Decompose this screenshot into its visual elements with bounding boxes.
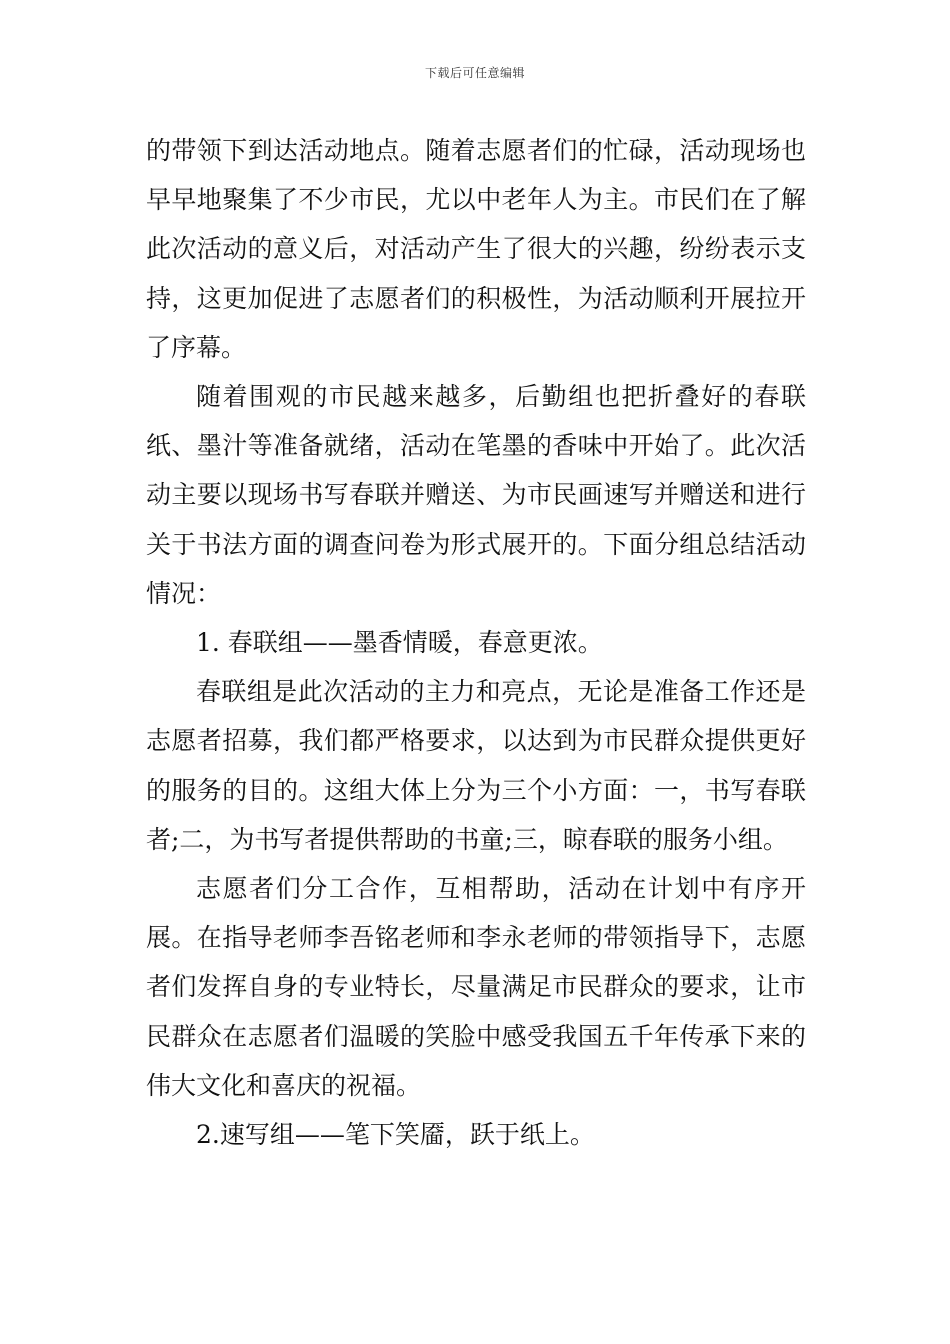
paragraph-couplet-group: 春联组是此次活动的主力和亮点，无论是准备工作还是志愿者招募，我们都严格要求，以达到为市民群众提供更好的服务的目的。这组大体上分为三个小方面：一，书写春联者;二，为书写者提供帮助的书童;三，晾春联的服务小组。: [146, 677, 806, 854]
paragraph-activity-start: 随着围观的市民越来越多，后勤组也把折叠好的春联纸、墨汁等准备就绪，活动在笔墨的香味中开始了。此次活动主要以现场书写春联并赠送、为市民画速写并赠送和进行关于书法方面的调查问卷为形式展开的。下面分组总结活动情况：: [146, 382, 806, 608]
paragraph-volunteers: 志愿者们分工合作，互相帮助，活动在计划中有序开展。在指导老师李吾铭老师和李永老师的带领指导下，志愿者们发挥自身的专业特长，尽量满足市民群众的要求，让市民群众在志愿者们温暖的笑脸中感受我国五千年传承下来的伟大文化和喜庆的祝福。: [146, 874, 806, 1100]
section-heading-couplet-group: 1. 春联组——墨香情暖，春意更浓。: [196, 628, 603, 658]
page-header-note: 下载后可任意编辑: [424, 66, 525, 80]
document-body: [146, 126, 806, 1159]
paragraph-continuation: 的带领下到达活动地点。随着志愿者们的忙碌，活动现场也早早地聚集了不少市民，尤以中老年人为主。市民们在了解此次活动的意义后，对活动产生了很大的兴趣，纷纷表示支持，这更加促进了志愿者们的积极性，为活动顺利开展拉开了序幕。: [146, 136, 806, 362]
section-heading-sketch-group: 2.速写组——笔下笑靥，跃于纸上。: [196, 1120, 595, 1150]
